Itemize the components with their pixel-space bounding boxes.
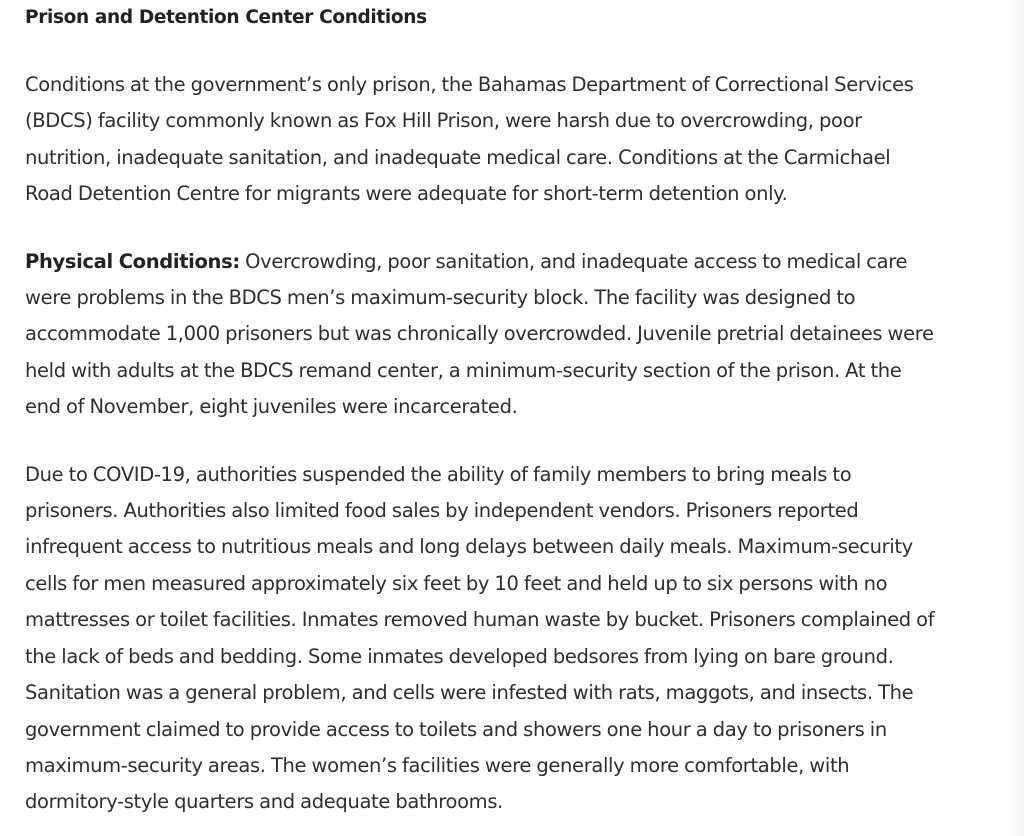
paragraph-conditions-overview <box>25 67 985 213</box>
scroll-edge <box>1006 0 1024 836</box>
paragraph-body: Conditions at the government’s only prison, the Bahamas Department of Correctional Services (BDCS) facility commonly known as Fox Hill Prison, were harsh due to overcrowding, poor nutrition, inadequate sanitation, and inadequate medical care. Conditions at the Carmichael Road Detention Centre for migrants were adequate for short-term detention only. <box>25 73 914 206</box>
paragraph-lead: Physical Conditions: <box>25 249 240 273</box>
paragraph-covid-conditions <box>25 457 985 821</box>
article-section <box>25 0 985 821</box>
paragraph-body: Overcrowding, poor sanitation, and inadequate access to medical care were problems in the BDCS men’s maximum-security block. The facility was designed to accommodate 1,000 prisoners but was chronically overcrowded. Juvenile pretrial detainees were held with adults at the BDCS remand center, a minimum-security section of the prison. At the end of November, eight juveniles were incarcerated. <box>25 249 934 419</box>
paragraph-body: Due to COVID-19, authorities suspended the ability of family members to bring meals to prisoners. Authorities also limited food sales by independent vendors. Prisoners reported infrequent access to nutritious meals and long delays between daily meals. Maximum-security cells for men measured approximately six feet by 10 feet and held up to six persons with no mattresses or toilet facilities. Inmates removed human waste by bucket. Prisoners complained of the lack of beds and bedding. Some inmates developed bedsores from lying on bare ground. Sanitation was a general problem, and cells were infested with rats, maggots, and insects. The government claimed to provide access to toilets and showers one hour a day to prisoners in maximum-security areas. The women’s facilities were generally more comfortable, with dormitory-style quarters and adequate bathrooms. <box>25 462 935 814</box>
paragraph-physical-conditions <box>25 244 985 426</box>
section-heading: Prison and Detention Center Conditions <box>25 7 427 28</box>
